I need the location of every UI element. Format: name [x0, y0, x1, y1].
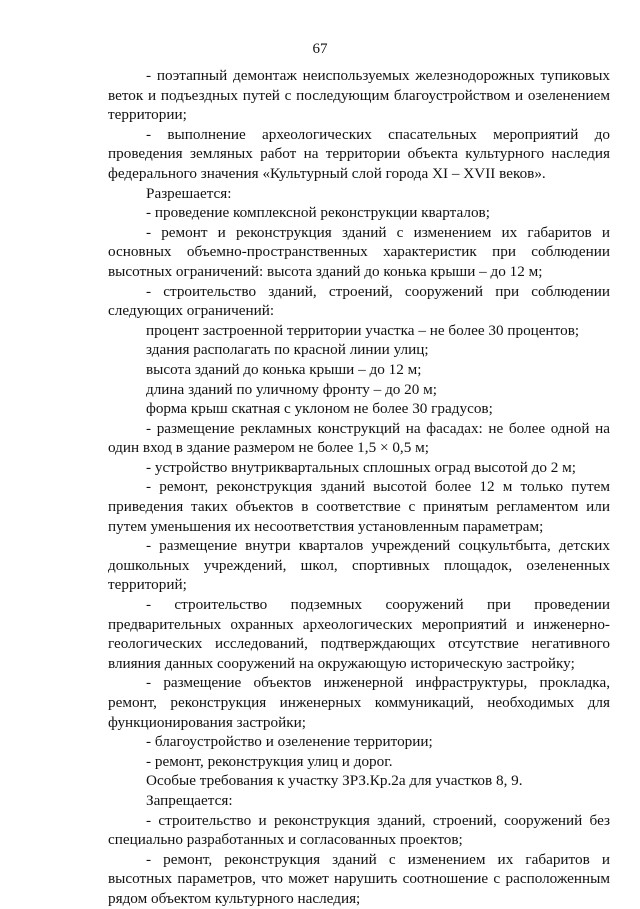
paragraph-3: Разрешается: [146, 184, 232, 202]
paragraph-5: - ремонт и реконструкция зданий с изменением их габаритов и основных объемно-пространственных характеристик при соблюдении высотных ограничений: высота зданий до конька крыши – до 12 м; [108, 223, 610, 280]
paragraph-23: - ремонт, реконструкция зданий с изменением их габаритов и высотных параметров, что может нарушить соотношение с расположенным рядом объектом культурного наследия; [108, 850, 610, 907]
paragraph-13: - устройство внутриквартальных сплошных оград высотой до 2 м; [146, 458, 576, 476]
paragraph-18: - благоустройство и озеленение территории; [146, 733, 433, 751]
paragraph-15: - размещение внутри кварталов учреждений соцкультбыта, детских дошкольных учреждений, школ, спортивных площадок, озелененных территорий; [108, 537, 610, 594]
paragraph-12: - размещение рекламных конструкций на фасадах: не более одной на один вход в здание размером не более 1,5 × 0,5 м; [108, 419, 610, 457]
paragraph-16: - строительство подземных сооружений при проведении предварительных охранных археологических мероприятий и инженерно-геологических исследований, подтверждающих отсутствие негативного влияния данных сооружений на окружающую историческую застройку; [108, 596, 610, 672]
document-body [108, 66, 610, 909]
paragraph-19: - ремонт, реконструкция улиц и дорог. [146, 752, 393, 770]
paragraph-1: - поэтапный демонтаж неиспользуемых железнодорожных тупиковых веток и подъездных путей с последующим благоустройством и озеленением территории; [108, 67, 610, 124]
paragraph-14: - ремонт, реконструкция зданий высотой более 12 м только путем приведения таких объектов в соответствие с принятым регламентом или путем уменьшения их несоответствия установленным параметрам; [108, 478, 610, 535]
paragraph-20: Особые требования к участку ЗРЗ.Кр.2а для участков 8, 9. [146, 772, 523, 790]
paragraph-6: - строительство зданий, строений, сооружений при соблюдении следующих ограничений: [108, 282, 610, 320]
paragraph-17: - размещение объектов инженерной инфраструктуры, прокладка, ремонт, реконструкция инженерных коммуникаций, необходимых для функционирования застройки; [108, 674, 610, 731]
paragraph-9: высота зданий до конька крыши – до 12 м; [146, 360, 422, 378]
page-number: 67 [312, 41, 328, 57]
paragraph-21: Запрещается: [146, 791, 233, 809]
paragraph-4: - проведение комплексной реконструкции кварталов; [146, 204, 490, 222]
paragraph-2: - выполнение археологических спасательных мероприятий до проведения земляных работ на территории объекта культурного наследия федерального значения «Культурный слой города XI – XVII веков». [108, 125, 610, 182]
paragraph-7: процент застроенной территории участка – не более 30 процентов; [146, 321, 580, 339]
paragraph-22: - строительство и реконструкция зданий, строений, сооружений без специально разработанных и согласованных проектов; [108, 811, 610, 849]
paragraph-11: форма крыш скатная с уклоном не более 30 градусов; [146, 400, 493, 418]
paragraph-10: длина зданий по уличному фронту – до 20 м; [146, 380, 438, 398]
paragraph-8: здания располагать по красной линии улиц; [146, 341, 429, 359]
